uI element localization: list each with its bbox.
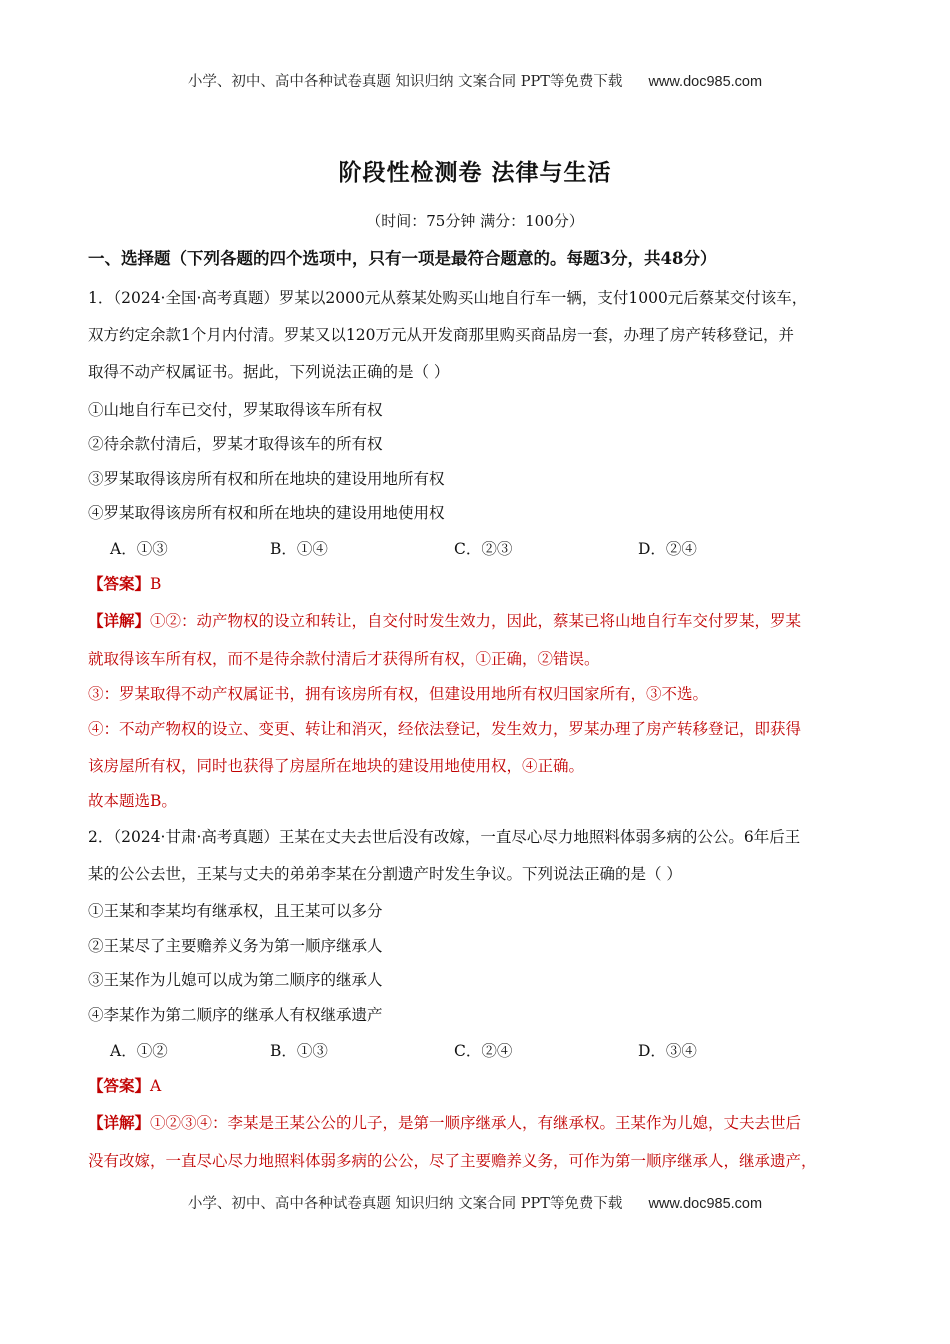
q1-options <box>110 537 810 559</box>
q1-statement: ④罗某取得该房所有权和所在地块的建设用地使用权 <box>88 504 445 522</box>
q2-stem-line: 2．（2024·甘肃·高考真题）王某在丈夫去世后没有改嫁，一直尽心尽力地照料体弱多病的公公。6年后王 <box>88 828 801 846</box>
q1-detail-line: 该房屋所有权，同时也获得了房屋所在地块的建设用地使用权，④正确。 <box>88 757 585 775</box>
q2-stem-line: 某的公公去世，王某与丈夫的弟弟李某在分割遗产时发生争议。下列说法正确的是（ ） <box>88 865 682 883</box>
q2-detail-tag: 【详解】 <box>88 1113 151 1132</box>
q1-statement: ③罗某取得该房所有权和所在地块的建设用地所有权 <box>88 470 445 488</box>
q2-options <box>110 1039 810 1061</box>
q2-detail-line: 没有改嫁，一直尽心尽力地照料体弱多病的公公，尽了主要赡养义务，可作为第一顺序继承人，继承遗产， <box>88 1152 817 1170</box>
q2-statement: ④李某作为第二顺序的继承人有权继承遗产 <box>88 1006 383 1024</box>
q1-statement: ①山地自行车已交付，罗某取得该车所有权 <box>88 401 383 419</box>
q1-option-c[interactable]: C．②③ <box>454 540 513 558</box>
q1-stem-line: 取得不动产权属证书。据此，下列说法正确的是（ ） <box>88 363 450 381</box>
page-footer <box>0 1192 950 1213</box>
q2-option-d[interactable]: D．③④ <box>638 1042 697 1060</box>
page-title: 阶段性检测卷 法律与生活 <box>338 159 612 186</box>
q1-stem-line: 双方约定余款1个月内付清。罗某又以120万元从开发商那里购买商品房一套，办理了房产转移登记，并 <box>88 326 794 344</box>
q1-statement: ②待余款付清后，罗某才取得该车的所有权 <box>88 435 383 453</box>
q2-answer <box>88 1074 161 1096</box>
q1-detail-line: 就取得该车所有权，而不是待余款付清后才获得所有权，①正确，②错误。 <box>88 650 600 668</box>
q2-option-b[interactable]: B．①③ <box>270 1042 328 1060</box>
q2-statement: ③王某作为儿媳可以成为第二顺序的继承人 <box>88 971 383 989</box>
q1-detail-line: ③：罗某取得不动产权属证书，拥有该房所有权，但建设用地所有权归国家所有，③不选。 <box>88 685 709 703</box>
q2-answer-tag: 【答案】 <box>88 1076 151 1095</box>
q2-option-a[interactable]: A．①② <box>110 1042 168 1060</box>
exam-info: （时间：75分钟 满分：100分） <box>366 212 584 230</box>
q1-option-d[interactable]: D．②④ <box>638 540 697 558</box>
q1-answer <box>88 572 161 594</box>
q1-detail-text: ①②：动产物权的设立和转让，自交付时发生效力，因此，蔡某已将山地自行车交付罗某，罗某 <box>150 612 802 630</box>
q1-stem-line: 1．（2024·全国·高考真题）罗某以2000元从蔡某处购买山地自行车一辆，支付1000元后蔡某交付该车， <box>88 289 808 307</box>
header-text: 小学、初中、高中各种试卷真题 知识归纳 文案合同 PPT等免费下载 <box>187 74 623 90</box>
q2-statement: ①王某和李某均有继承权，且王某可以多分 <box>88 902 383 920</box>
footer-site-link[interactable]: www.doc985.com <box>648 1196 763 1212</box>
q2-detail-line <box>88 1111 801 1133</box>
q2-option-c[interactable]: C．②④ <box>454 1042 513 1060</box>
q1-detail-line: ④：不动产物权的设立、变更、转让和消灭，经依法登记，发生效力，罗某办理了房产转移登记，即获得 <box>88 720 802 738</box>
footer-text: 小学、初中、高中各种试卷真题 知识归纳 文案合同 PPT等免费下载 <box>187 1196 623 1212</box>
q1-detail-line: 故本题选B。 <box>88 792 177 810</box>
q1-detail-line <box>88 609 801 631</box>
q1-option-b[interactable]: B．①④ <box>270 540 328 558</box>
q2-statement: ②王某尽了主要赡养义务为第一顺序继承人 <box>88 937 383 955</box>
q2-answer-value: A <box>150 1077 162 1095</box>
section-heading: 一、选择题（下列各题的四个选项中，只有一项是最符合题意的。每题3分，共48分） <box>88 249 717 268</box>
q1-answer-value: B <box>150 575 162 593</box>
q1-answer-tag: 【答案】 <box>88 574 151 593</box>
q1-detail-tag: 【详解】 <box>88 611 151 630</box>
page-header <box>0 70 950 91</box>
q1-option-a[interactable]: A．①③ <box>110 540 168 558</box>
header-site-link[interactable]: www.doc985.com <box>648 74 763 90</box>
q2-detail-text: ①②③④：李某是王某公公的儿子，是第一顺序继承人，有继承权。王某作为儿媳，丈夫去世后 <box>150 1114 802 1132</box>
